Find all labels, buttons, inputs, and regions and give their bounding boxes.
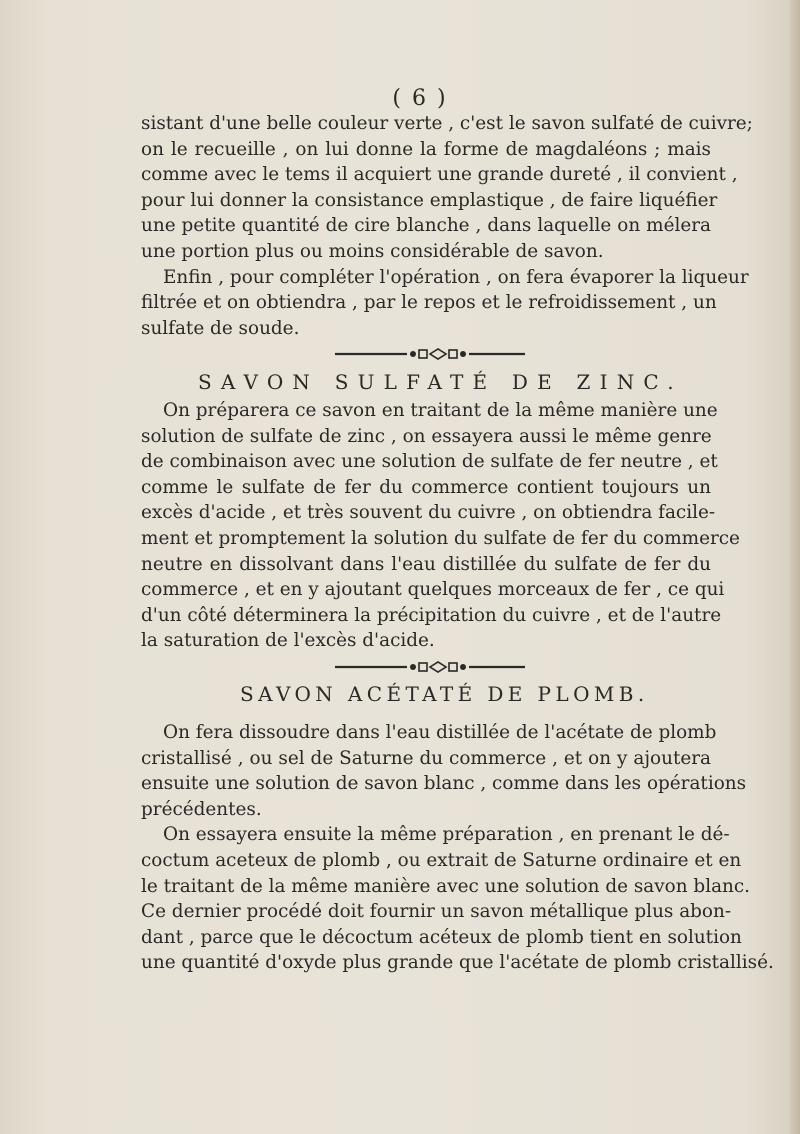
section-heading-zinc: SAVON SULFATÉ DE ZINC. [198,370,683,394]
text-line: on le recueille , on lui donne la forme de magdaléons ; mais [141,138,711,160]
text-line: la saturation de l'excès d'acide. [141,630,435,652]
text-line: On préparera ce savon en traitant de la même manière une [163,400,718,421]
text-line: ment et promptement la solution du sulfate de fer du commerce [141,527,740,549]
text-line: pour lui donner la consistance emplastique , de faire liquéfier [141,189,718,211]
ornament-divider [335,660,525,674]
text-line: Ce dernier procédé doit fournir un savon métallique plus abon- [141,901,732,923]
text-line: comme avec le tems il acquiert une grande dureté , il convient , [141,164,738,186]
text-line: précédentes. [141,798,262,820]
text-line: neutre en dissolvant dans l'eau distillée du sulfate de fer du [141,553,711,575]
text-line: une petite quantité de cire blanche , dans laquelle on mélera [141,215,711,237]
text-line: ensuite une solution de savon blanc , comme dans les opérations [141,773,747,795]
text-line: une portion plus ou moins considérable de savon. [141,240,604,262]
ornament-divider [335,347,525,361]
text-line: comme le sulfate de fer du commerce contient toujours un [141,476,711,498]
paragraph-block-3 [141,720,774,976]
text-line: On essayera ensuite la même préparation , en prenant le dé- [163,824,730,846]
page-number: ( 6 ) [392,86,448,111]
paragraph-block-1 [141,111,753,341]
text-line: sulfate de soude. [141,317,300,339]
text-line: Enfin , pour compléter l'opération , on fera évaporer la liqueur [163,266,749,288]
text-line: coctum aceteux de plomb , ou extrait de Saturne ordinaire et en [141,849,742,871]
text-line: solution de sulfate de zinc , on essayera aussi le même genre [141,425,712,447]
text-line: dant , parce que le décoctum acéteux de plomb tient en solution [141,926,742,948]
text-line: commerce , et en y ajoutant quelques morceaux de fer , ce qui [141,579,725,601]
text-line: On fera dissoudre dans l'eau distillée de l'acétate de plomb [163,722,717,743]
page-edge [790,0,800,1134]
text-line: le traitant de la même manière avec une solution de savon blanc. [141,875,751,897]
text-line: sistant d'une belle couleur verte , c'est le savon sulfaté de cuivre; [141,113,753,134]
paragraph-block-2 [141,398,740,654]
text-line: d'un côté déterminera la précipitation du cuivre , et de l'autre [141,604,722,626]
text-line: filtrée et on obtiendra , par le repos et le refroidissement , un [141,292,717,314]
text-line: une quantité d'oxyde plus grande que l'acétate de plomb cristallisé. [141,952,774,974]
text-line: excès d'acide , et très souvent du cuivre , on obtiendra facile- [141,502,716,524]
text-line: cristallisé , ou sel de Saturne du commerce , et on y ajoutera [141,747,711,769]
text-line: de combinaison avec une solution de sulfate de fer neutre , et [141,451,718,473]
section-heading-plomb: SAVON ACÉTATÉ DE PLOMB. [240,682,649,706]
